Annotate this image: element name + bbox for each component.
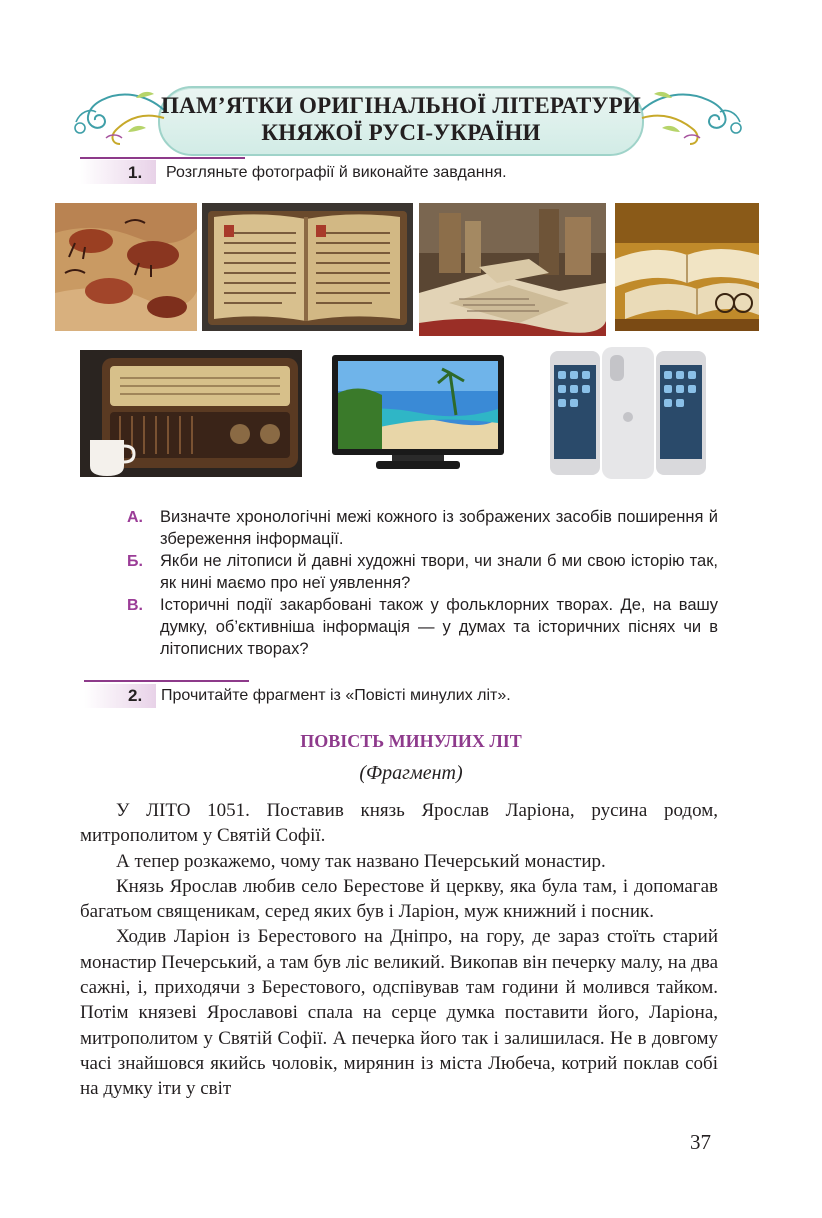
task1-rule [80, 157, 245, 159]
page-number: 37 [690, 1130, 711, 1154]
story-body [80, 798, 718, 1102]
story-title: ПОВІСТЬ МИНУЛИХ ЛІТ [300, 731, 522, 751]
task2-number: 2. [128, 686, 143, 705]
left-ornament-icon [66, 88, 166, 152]
story-paragraph: У ЛІТО 1051. Поставив князь Ярослав Ларіона, русина родом, митрополитом у Святій Софії. [80, 800, 718, 847]
question-a-text: Визначте хронологічні межі кожного із зображених засобів поширення й збереження інформації. [160, 508, 718, 548]
question-b-text: Якби не літописи й давні художні твори, чи знали б ми свою історію так, як нині маємо про неї уявлення? [160, 552, 718, 592]
tv-screen-image [330, 353, 506, 475]
story-paragraph: Ходив Ларіон із Берестового на Дніпро, на гору, де зараз стоїть старий монастир Печерський, а там був ліс великий. Викопав він печерку малу, на два сажні, і, приходячи з Берестового, одспівував там години й молився тайком. Потім князеві Ярославові спала на серце думка поставити його, Ларіона, митрополитом у Святій Софії. А печерка його так і залишилася. Не в довгому часі знайшовся якийсь чоловік, мирянин із міста Любеча, котрий поклав собі на думку іти у світ [80, 926, 718, 1100]
open-books-image [615, 203, 759, 331]
right-ornament-icon [640, 88, 750, 152]
story-paragraph: Князь Ярослав любив село Берестове й церкву, яка була там, і допомагав багатьом священикам, серед яких був і Ларіон, муж книжний і посник. [80, 875, 718, 923]
question-b-letter: Б. [127, 553, 143, 570]
task1-text: Розгляньте фотографії й виконайте завдання. [166, 164, 507, 181]
question-c-letter: В. [127, 597, 143, 614]
chapter-title [158, 92, 644, 146]
story-subtitle: (Фрагмент) [359, 762, 463, 784]
question-c-text: Історичні події закарбовані також у фольклорних творах. Де, на вашу думку, об’єктивніша інформація — у думах та історичних піснях чи в літописних творах? [160, 596, 718, 658]
old-books-pile-image [419, 203, 606, 336]
smartphones-image [548, 347, 708, 479]
question-a-letter: А. [127, 509, 143, 526]
task1-number-bg [80, 160, 156, 184]
chapter-title-line1: ПАМ’ЯТКИ ОРИГІНАЛЬНОЇ ЛІТЕРАТУРИ [161, 93, 641, 118]
task2-rule [84, 680, 249, 682]
chapter-title-line2: КНЯЖОЇ РУСІ-УКРАЇНИ [261, 120, 541, 145]
cave-painting-image [55, 203, 197, 331]
task1-number: 1. [128, 163, 143, 182]
task2-number-bg [84, 684, 156, 708]
old-manuscript-image [202, 203, 413, 331]
story-paragraph: А тепер розкажемо, чому так названо Печерський монастир. [116, 850, 606, 872]
task2-text: Прочитайте фрагмент із «Повісті минулих літ». [161, 687, 511, 704]
vintage-radio-image [80, 350, 302, 477]
